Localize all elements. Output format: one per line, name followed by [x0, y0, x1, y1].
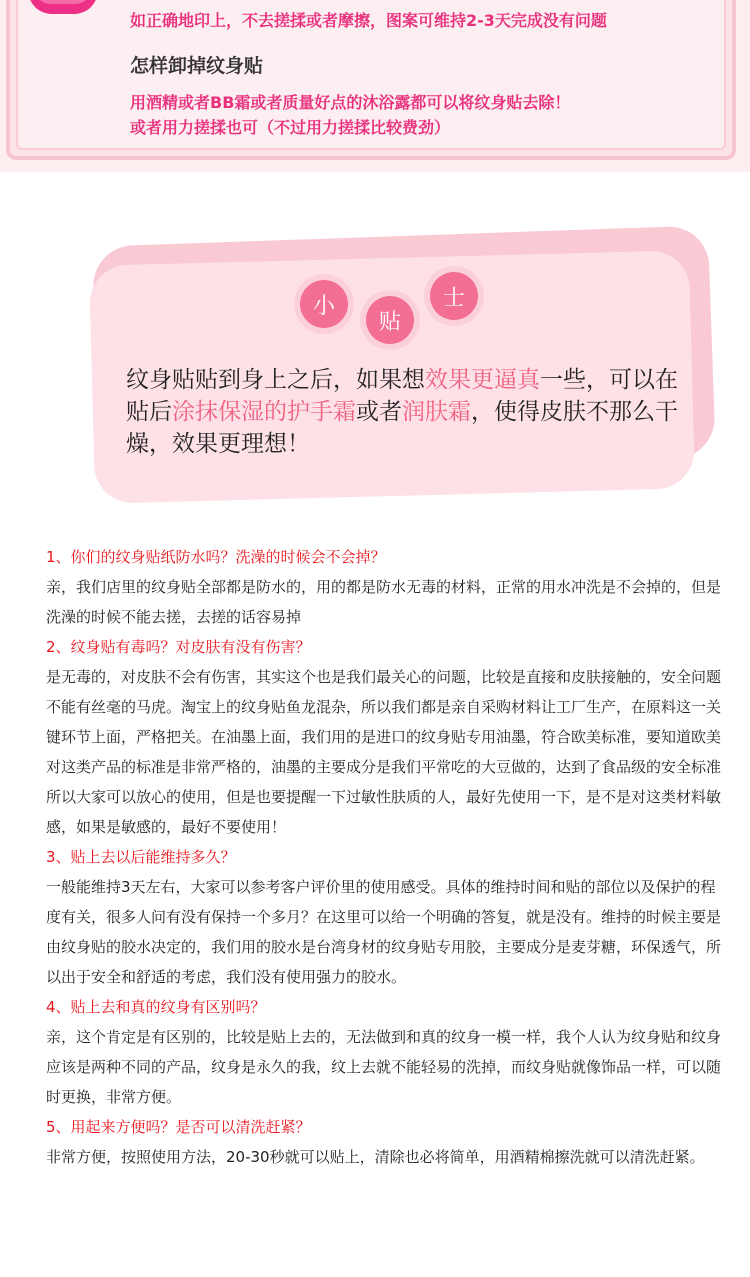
- faq-answer-5: 非常方便，按照使用方法，20-30秒就可以贴上，清除也必将简单，用酒精棉擦洗就可以清洗赶紧。: [46, 1148, 705, 1166]
- tip-text-part: 纹身贴贴到身上之后，如果想: [126, 367, 425, 393]
- faq-question-2: 2、纹身贴有毒吗？对皮肤有没有伤害？: [46, 638, 311, 656]
- removal-method-1: 用酒精或者BB霜或者质量好点的沐浴露都可以将纹身贴去除！: [130, 93, 571, 112]
- tip-highlight-hand-cream: 涂抹保湿的护手霜: [172, 399, 356, 425]
- faq-section: [46, 542, 726, 1172]
- faq-answer-1: 亲，我们店里的纹身贴全部都是防水的，用的都是防水无毒的材料，正常的用水冲洗是不会掉的，但是洗澡的时候不能去搓，去搓的话容易掉: [46, 578, 722, 626]
- tip-text: [126, 364, 686, 460]
- faq-question-1: 1、你们的纹身贴纸防水吗？洗澡的时候会不会掉？: [46, 548, 386, 566]
- faq-answer-2: 是无毒的，对皮肤不会有伤害，其实这个也是我们最关心的问题，比较是直接和皮肤接触的，安全问题不能有丝毫的马虎。淘宝上的纹身贴鱼龙混杂，所以我们都是亲自采购材料让工厂生产，在原料这一关键环节上面，严格把关。在油墨上面，我们用的是进口的纹身贴专用油墨，符合欧美标准，要知道欧美对这类产品的标准是非常严格的，油墨的主要成分是我们平常吃的大豆做的，达到了食品级的安全标准所以大家可以放心的使用，但是也要提醒一下过敏性肤质的人，最好先使用一下，是不是对这类材料敏感，如果是敏感的，最好不要使用！: [46, 668, 722, 836]
- duration-note: 如正确地印上，不去搓揉或者摩擦，图案可维持2-3天完成没有问题: [130, 11, 607, 30]
- tip-text-part: ，使得皮肤不那么干燥，效果更理想！: [126, 399, 678, 457]
- tip-bubble-xiao: 小: [300, 280, 348, 328]
- tip-text-part: 或者: [356, 399, 402, 425]
- tip-text-part: 一些，可以在贴后: [126, 367, 678, 425]
- removal-method-2: 或者用力搓揉也可（不过用力搓揉比较费劲）: [130, 118, 451, 137]
- tip-highlight-moisturizer: 润肤霜: [402, 399, 471, 425]
- faq-question-4: 4、贴上去和真的纹身有区别吗？: [46, 998, 266, 1016]
- tip-bubble-tie: 贴: [366, 296, 414, 344]
- faq-answer-4: 亲，这个肯定是有区别的，比较是贴上去的，无法做到和真的纹身一模一样，我个人认为纹身贴和纹身应该是两种不同的产品，纹身是永久的我，纹上去就不能轻易的洗掉，而纹身贴就像饰品一样，可以随时更换，非常方便。: [46, 1028, 722, 1106]
- faq-question-3: 3、贴上去以后能维持多久？: [46, 848, 236, 866]
- tip-bubble-shi: 士: [430, 272, 478, 320]
- faq-question-5: 5、用起来方便吗？是否可以清洗赶紧？: [46, 1118, 311, 1136]
- removal-heading: 怎样卸掉纹身贴: [130, 55, 264, 77]
- tip-highlight-realistic: 效果更逼真: [425, 367, 540, 393]
- faq-answer-3: 一般能维持3天左右，大家可以参考客户评价里的使用感受。具体的维持时间和贴的部位以及保护的程度有关，很多人问有没有保持一个多月？在这里可以给一个明确的答复，就是没有。维持的时候主要是由纹身贴的胶水决定的，我们用的胶水是台湾身材的纹身贴专用胶，主要成分是麦芽糖，环保透气，所以出于安全和舒适的考虑，我们没有使用强力的胶水。: [46, 878, 722, 986]
